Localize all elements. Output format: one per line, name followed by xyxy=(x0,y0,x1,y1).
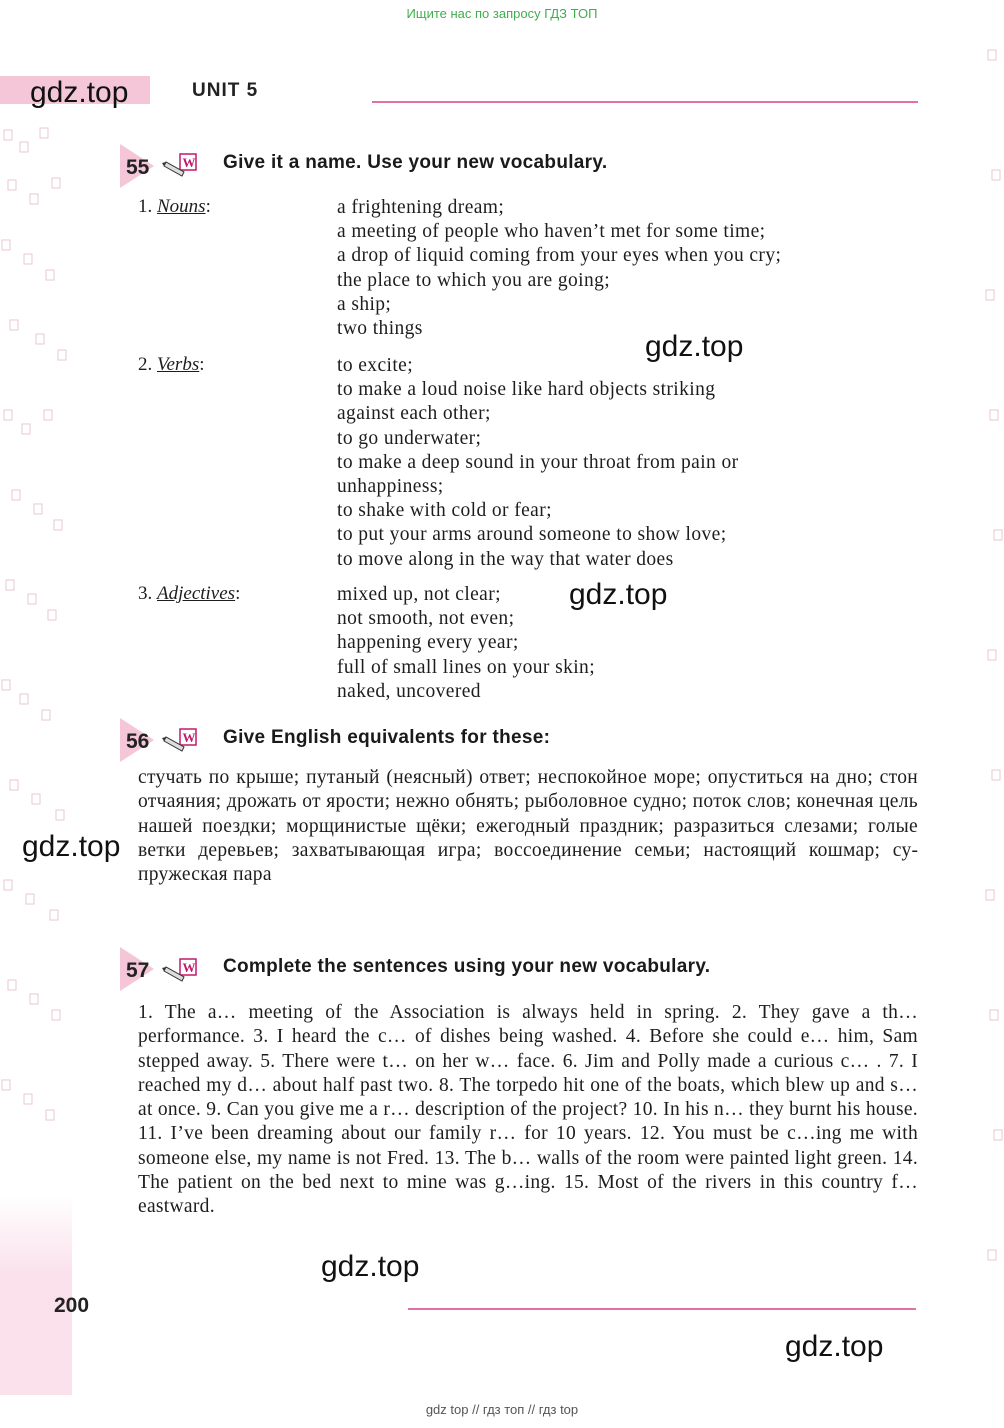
exercise-number-text: 55 xyxy=(126,156,150,179)
exercise-number-text: 57 xyxy=(126,959,150,982)
exercise-57-text: 1. The a… meeting of the Association is always held in spring. 2. They gave a th… performance. 3. I heard the c… of dishes being washed. 4. Before she could e… him, Sam stepped away. 5. There were t… on her w… face. 6. Jim and Polly made a curious c… . 7. I reached my d… about half past two. 8. The torpedo hit one of the boats, which blew up and s… at once. 9. Can you give me a r… description of the project? 10. In his n… they burnt his house. 11. I’ve been dreaming about our family r… for 10 years. 12. You must be c…ing me with someone else, my name is not Fred. 13. The b… walls of the room were painted light green. 14. The patient on the bed next to mine was g…ing. 15. Most of the rivers in this country f… eastward. xyxy=(138,1002,918,1218)
footer-rule xyxy=(408,1308,916,1310)
watermark: gdz.top xyxy=(30,76,129,109)
pencil-book-icon xyxy=(162,957,198,985)
definition-item: the place to which you are going; xyxy=(337,269,611,291)
definition-item: to go underwater; xyxy=(337,427,482,449)
page-number: 200 xyxy=(54,1294,90,1317)
definition-item: a drop of liquid coming from your eyes when you cry; xyxy=(337,245,782,267)
header-rule xyxy=(372,101,918,103)
definition-item: to make a loud noise like hard objects striking xyxy=(337,379,716,401)
definition-item: unhappiness; xyxy=(337,476,444,498)
definition-item: not smooth, not even; xyxy=(337,608,515,630)
definition-item: against each other; xyxy=(337,403,491,425)
watermark: gdz.top xyxy=(645,330,744,363)
definition-item: a meeting of people who haven’t met for some time; xyxy=(337,221,766,243)
svg-text:W: W xyxy=(182,730,196,745)
exercise-number-56 xyxy=(120,718,158,762)
pencil-book-icon xyxy=(162,727,198,755)
definition-item: naked, uncovered xyxy=(337,680,481,702)
group-label-adjectives: 3. Adjectives: xyxy=(138,583,241,604)
exercise-56-text: стучать по крыше; путаный (неясный) ответ; неспокойное море; опуститься на дно; стон отчаяния; дрожать от ярости; нежно обнять; рыболовное судно; поток слов; конечная цель нашей поездки; морщинистые щёки; ежегодный праздник; разразиться слезами; голые ветки деревьев; захватывающая игра; воссоединение семьи; настоящий кошмар; супружеская пара xyxy=(138,767,918,886)
definition-item: to put your arms around someone to show love; xyxy=(337,524,727,546)
watermark: gdz.top xyxy=(569,578,668,611)
definition-item: full of small lines on your skin; xyxy=(337,656,596,678)
top-search-note: Ищите нас по запросу ГДЗ ТОП xyxy=(406,6,598,21)
definition-item: a ship; xyxy=(337,293,392,315)
definition-item: to shake with cold or fear; xyxy=(337,500,552,522)
definition-item: happening every year; xyxy=(337,632,519,654)
pencil-book-icon xyxy=(162,152,198,180)
definition-item: to move along in the way that water does xyxy=(337,548,674,570)
group-label-verbs: 2. Verbs: xyxy=(138,354,205,375)
svg-text:W: W xyxy=(182,155,196,170)
definition-item: mixed up, not clear; xyxy=(337,584,501,605)
exercise-instruction: Complete the sentences using your new vocabulary. xyxy=(223,956,711,977)
watermark: gdz.top xyxy=(785,1330,884,1363)
unit-label: UNIT 5 xyxy=(192,80,259,101)
exercise-number-57 xyxy=(120,947,158,991)
bottom-note: gdz top // гдз топ // гдз top xyxy=(425,1402,579,1417)
exercise-instruction: Give English equivalents for these: xyxy=(223,727,551,748)
watermark: gdz.top xyxy=(22,830,121,863)
definition-item: to excite; xyxy=(337,355,414,376)
definition-list-adjectives xyxy=(337,583,595,704)
side-pattern-left xyxy=(0,120,76,1200)
definition-list-nouns xyxy=(337,196,781,341)
exercise-number-55 xyxy=(120,144,158,188)
exercise-instruction: Give it a name. Use your new vocabulary. xyxy=(223,152,608,173)
definition-item: two things xyxy=(337,318,423,340)
side-pattern-right xyxy=(984,30,1004,1350)
definition-item: a frightening dream; xyxy=(337,197,505,218)
group-label-nouns: 1. Nouns: xyxy=(138,196,211,217)
definition-list-verbs xyxy=(337,354,739,572)
watermark: gdz.top xyxy=(321,1250,420,1283)
exercise-number-text: 56 xyxy=(126,730,150,753)
svg-text:W: W xyxy=(182,960,196,975)
definition-item: to make a deep sound in your throat from pain or xyxy=(337,451,739,473)
